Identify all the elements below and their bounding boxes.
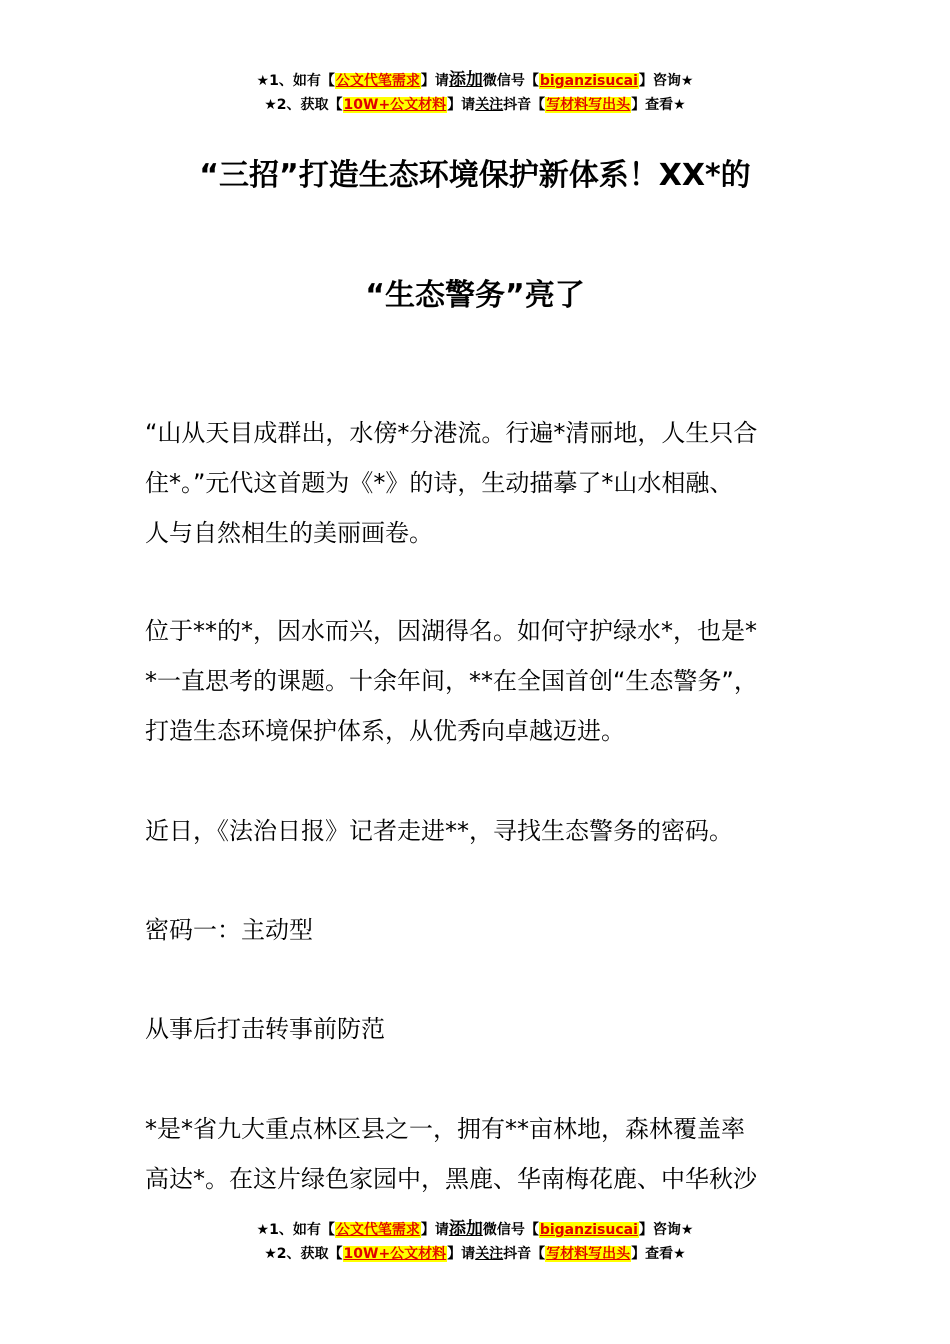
banner-line-2 — [0, 1242, 950, 1267]
section-subheading — [145, 1004, 835, 1054]
emphasis-text: 添加 — [448, 70, 483, 90]
banner-text: ★2、获取【 — [264, 1246, 343, 1262]
paragraph-line: *一直思考的课题。十余年间，**在全国首创“生态警务”， — [145, 667, 758, 695]
document-title-line-2: “生态警务”亮了 — [365, 278, 585, 313]
highlight-materials: 10W+公文材料 — [343, 1246, 447, 1262]
paragraph-2 — [145, 606, 835, 756]
paragraph-1 — [145, 408, 835, 558]
paragraph-line: 位于**的*，因水而兴，因湖得名。如何守护绿水*，也是* — [145, 617, 757, 645]
highlight-douyin-id: 写材料写出头 — [546, 97, 631, 113]
banner-text: 】查看★ — [631, 1246, 686, 1262]
highlight-wechat-id: biganzisucai — [539, 73, 638, 89]
highlight-wechat-id: biganzisucai — [539, 1222, 638, 1238]
emphasis-text: 添加 — [448, 1219, 483, 1239]
document-title-line-1: “三招”打造生态环境保护新体系！XX*的 — [199, 158, 751, 193]
paragraph-line: 打造生态环境保护体系，从优秀向卓越迈进。 — [145, 717, 625, 745]
emphasis-text: 关注 — [475, 97, 504, 113]
banner-text: 微信号【 — [482, 73, 539, 89]
paragraph-line: 密码一：主动型 — [145, 916, 313, 944]
paragraph-line: 人与自然相生的美丽画卷。 — [145, 519, 433, 547]
section-heading — [145, 905, 835, 955]
paragraph-line: *是*省九大重点林区县之一，拥有**亩林地，森林覆盖率 — [145, 1115, 745, 1143]
banner-line-1 — [0, 1217, 950, 1242]
banner-text: ★1、如有【 — [256, 1222, 335, 1238]
banner-text: 抖音【 — [503, 97, 546, 113]
banner-text: 】请 — [447, 97, 476, 113]
paragraph-3 — [145, 806, 835, 856]
banner-text: 】请 — [447, 1246, 476, 1262]
highlight-materials: 10W+公文材料 — [343, 97, 447, 113]
banner-text: 】咨询★ — [638, 1222, 694, 1238]
banner-text: 】请 — [420, 73, 449, 89]
banner-text: 微信号【 — [482, 1222, 539, 1238]
banner-text: 】请 — [420, 1222, 449, 1238]
banner-text: ★1、如有【 — [256, 73, 335, 89]
header-banner — [0, 68, 950, 118]
emphasis-text: 关注 — [475, 1246, 504, 1262]
paragraph-line: 从事后打击转事前防范 — [145, 1015, 385, 1043]
highlight-service: 公文代笔需求 — [335, 73, 420, 89]
banner-line-1 — [0, 68, 950, 93]
highlight-service: 公文代笔需求 — [335, 1222, 420, 1238]
banner-text: 】咨询★ — [638, 73, 694, 89]
banner-text: ★2、获取【 — [264, 97, 343, 113]
paragraph-line: 住*。”元代这首题为《*》的诗，生动描摹了*山水相融、 — [145, 469, 734, 497]
paragraph-4 — [145, 1104, 835, 1204]
banner-text: 】查看★ — [631, 97, 686, 113]
banner-line-2 — [0, 93, 950, 118]
paragraph-line: “山从天目成群出，水傍*分港流。行遍*清丽地，人生只合 — [145, 419, 758, 447]
paragraph-line: 高达*。在这片绿色家园中，黑鹿、华南梅花鹿、中华秋沙 — [145, 1165, 757, 1193]
highlight-douyin-id: 写材料写出头 — [546, 1246, 631, 1262]
paragraph-line: 近日，《法治日报》记者走进**，寻找生态警务的密码。 — [145, 817, 733, 845]
footer-banner — [0, 1217, 950, 1267]
banner-text: 抖音【 — [503, 1246, 546, 1262]
